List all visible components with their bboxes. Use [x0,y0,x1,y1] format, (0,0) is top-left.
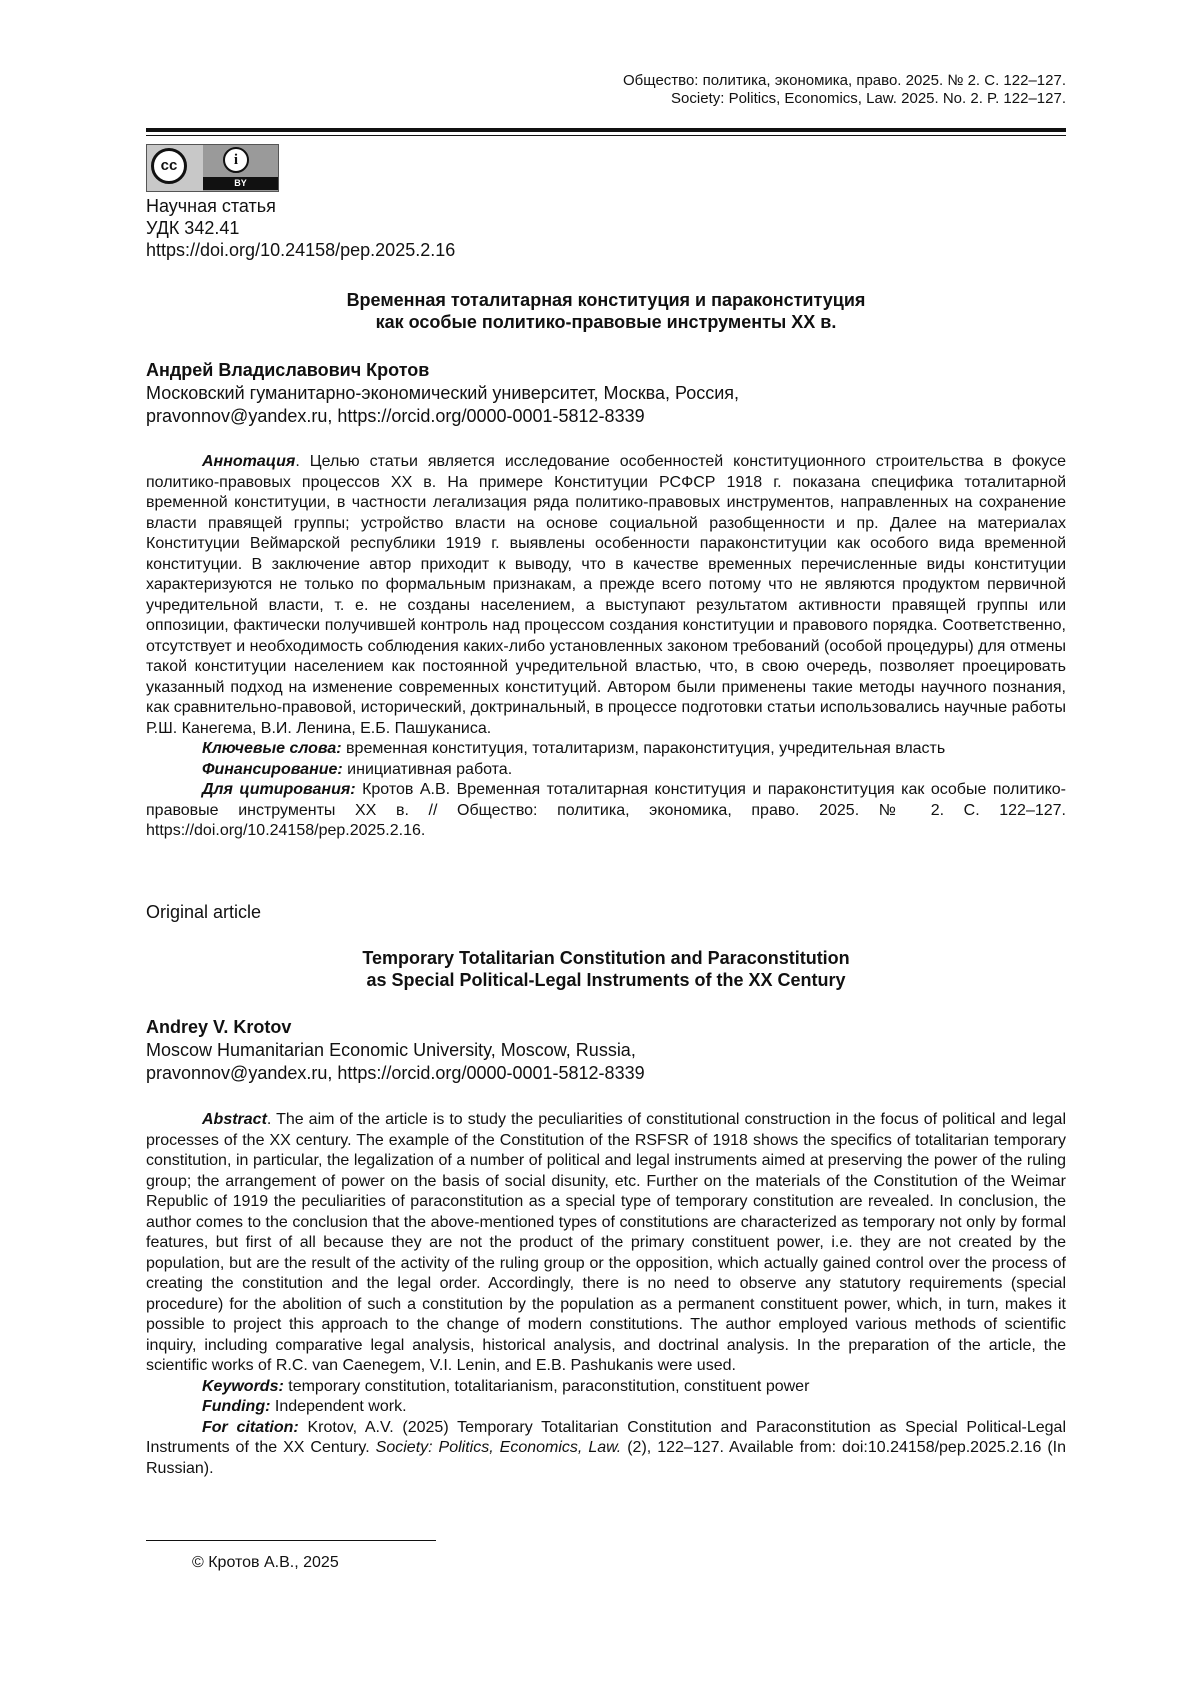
abstract-en-label: Abstract [202,1111,267,1128]
title-ru-line1: Временная тоталитарная конституция и параконституция [346,290,866,310]
footnote-rule [146,1540,436,1541]
keywords-ru-text: временная конституция, тоталитаризм, параконституция, учредительная власть [341,740,946,757]
citation-en-text-b: (2), 122–127. Available from: doi:10.24158/pep.2025.2.16 (In Russian). [146,1439,1067,1477]
title-ru [146,289,1066,333]
running-head-ru: Общество: политика, экономика, право. 2025. № 2. С. 122–127. [623,72,1066,89]
abstract-ru [146,452,1066,739]
running-head-en: Society: Politics, Economics, Law. 2025. No. 2. P. 122–127. [671,90,1066,107]
citation-en [146,1418,1066,1480]
affiliation-en-org: Moscow Humanitarian Economic University, Moscow, Russia, [146,1040,636,1060]
affiliation-ru [146,382,739,428]
affiliation-ru-org: Московский гуманитарно-экономический университет, Москва, Россия, [146,383,740,403]
abstract-ru-block [146,452,1066,842]
by-label: BY [203,177,278,190]
udk-code: УДК 342.41 [146,218,240,238]
affiliation-en [146,1039,645,1085]
article-type-ru: Научная статья [146,196,276,216]
citation-ru-text: Кротов А.В. Временная тоталитарная конституция и параконституция как особые политико-правовые инструменты XX в. // Общество: политика, экономика, право. 2025. № 2. С. 122–127. https://doi.org/10.24158/pep.2025.2.16. [146,781,1067,839]
affiliation-ru-contacts[interactable]: pravonnov@yandex.ru, https://orcid.org/0000-0001-5812-8339 [146,406,645,426]
keywords-en [146,1377,1066,1398]
affiliation-en-contacts[interactable]: pravonnov@yandex.ru, https://orcid.org/0000-0001-5812-8339 [146,1063,645,1083]
citation-ru [146,780,1066,842]
funding-en-text: Independent work. [270,1398,407,1415]
keywords-ru-label: Ключевые слова: [202,740,342,757]
funding-ru-label: Финансирование: [202,760,343,778]
author-en: Andrey V. Krotov [146,1017,292,1037]
cc-by-license-badge[interactable] [146,144,279,192]
citation-en-text-a: Krotov, A.V. (2025) Temporary Totalitarian Constitution and Paraconstitution as Special Political-Legal Instruments of the XX Century. [146,1418,1066,1456]
article-type-en: Original article [146,902,262,922]
attribution-person-icon: i [223,147,249,173]
funding-ru-text: инициативная работа. [342,760,513,778]
funding-en [146,1397,1066,1418]
title-ru-line2: как особые политико-правовые инструменты XX в. [375,312,837,332]
title-en-line2: as Special Political-Legal Instruments of the XX Century [366,970,846,990]
funding-ru [146,760,1066,781]
doi-link[interactable]: https://doi.org/10.24158/pep.2025.2.16 [146,240,456,260]
author-ru: Андрей Владиславович Кротов [146,360,430,380]
cc-icon: cc [151,148,187,184]
header-rule-thick [146,128,1066,132]
title-en-line1: Temporary Totalitarian Constitution and Paraconstitution [362,948,850,968]
running-head [623,72,1066,108]
funding-en-label: Funding: [202,1398,271,1415]
abstract-en [146,1110,1066,1377]
abstract-ru-text: . Целью статьи является исследование особенностей конституционного строительства в фокусе политико-правовых процессов XX в. На примере Конституции РСФСР 1918 г. показана специфика тоталитарной временной конституции, в частности легализация ряда политико-правовых инструментов, направленных на сохранение власти правящей группы; устройство власти на основе социальной разобщенности и пр. Далее на материалах Конституции Веймарской республики 1919 г. выявлены особенности параконституции как особого вида временной конституции. В заключение автор приходит к выводу, что в качестве временных перечисленные виды конституции характеризуются не только по формальным признакам, а прежде всего потому что не являются продуктом первичной учредительной власти, т. е. не созданы населением, а выступают результатом активности правящей группы или оппозиции, фактически получившей контроль над процессом создания конституции и правового порядка. Соответственно, отсутствует и необходимость соблюдения каких-либо установленных законом требований (особой процедуры) для отмены такой конституции населением как постоянной учредительной властью, что, в свою очередь, позволяет проецировать указанный подход на изменение современных конституций. Автором были применены такие методы научного познания, как сравнительно-правовой, исторический, доктринальный, в процессе подготовки статьи использовались научные работы Р.Ш. Канегема, В.И. Ленина, Е.Б. Пашуканиса. [146,453,1066,737]
citation-ru-label: Для цитирования: [202,781,356,798]
citation-en-label: For citation: [202,1418,299,1436]
abstract-en-text: . The aim of the article is to study the peculiarities of constitutional construction in the focus of political and legal processes of the XX century. The example of the Constitution of the RSFSR of 1918 shows the specifics of totalitarian temporary constitution, in particular, the legalization of a number of political and legal instruments aimed at preserving the power of the ruling group; the arrangement of power on the basis of social disunity, etc. Further on the materials of the Constitution of the Weimar Republic of 1919 the peculiarities of paraconstitution as a special type of temporary constitution are revealed. In conclusion, the author comes to the conclusion that the above-mentioned types of constitutions are characterized as temporary not only by formal features, but first of all because they are not the product of the primary constituent power, i.e. they are not created by the population, but are the result of the activity of the ruling group or the opposition, which actually gained control over the process of creating the constitution and the legal order. Accordingly, there is no need to observe any statutory requirements (special procedure) for the abolition of such a constitution by the population as a permanent constituent power, which, in turn, makes it possible to project this approach to the change of modern constitutions. The author employed various methods of scientific inquiry, including comparative legal analysis, historical analysis, and doctrinal analysis. In the preparation of the article, the scientific works of R.C. van Caenegem, V.I. Lenin, and E.B. Pashukanis were used. [146,1111,1066,1374]
title-en [146,947,1066,991]
header-rule-thin [146,135,1066,136]
keywords-en-label: Keywords: [202,1377,284,1395]
abstract-ru-label: Аннотация [202,453,296,470]
keywords-en-text: temporary constitution, totalitarianism, paraconstitution, constituent power [283,1377,810,1395]
article-meta [146,195,455,261]
abstract-en-block [146,1110,1066,1479]
citation-en-journal: Society: Politics, Economics, Law. [375,1439,622,1456]
keywords-ru [146,739,1066,760]
copyright-footnote: © Кротов А.В., 2025 [192,1554,339,1571]
